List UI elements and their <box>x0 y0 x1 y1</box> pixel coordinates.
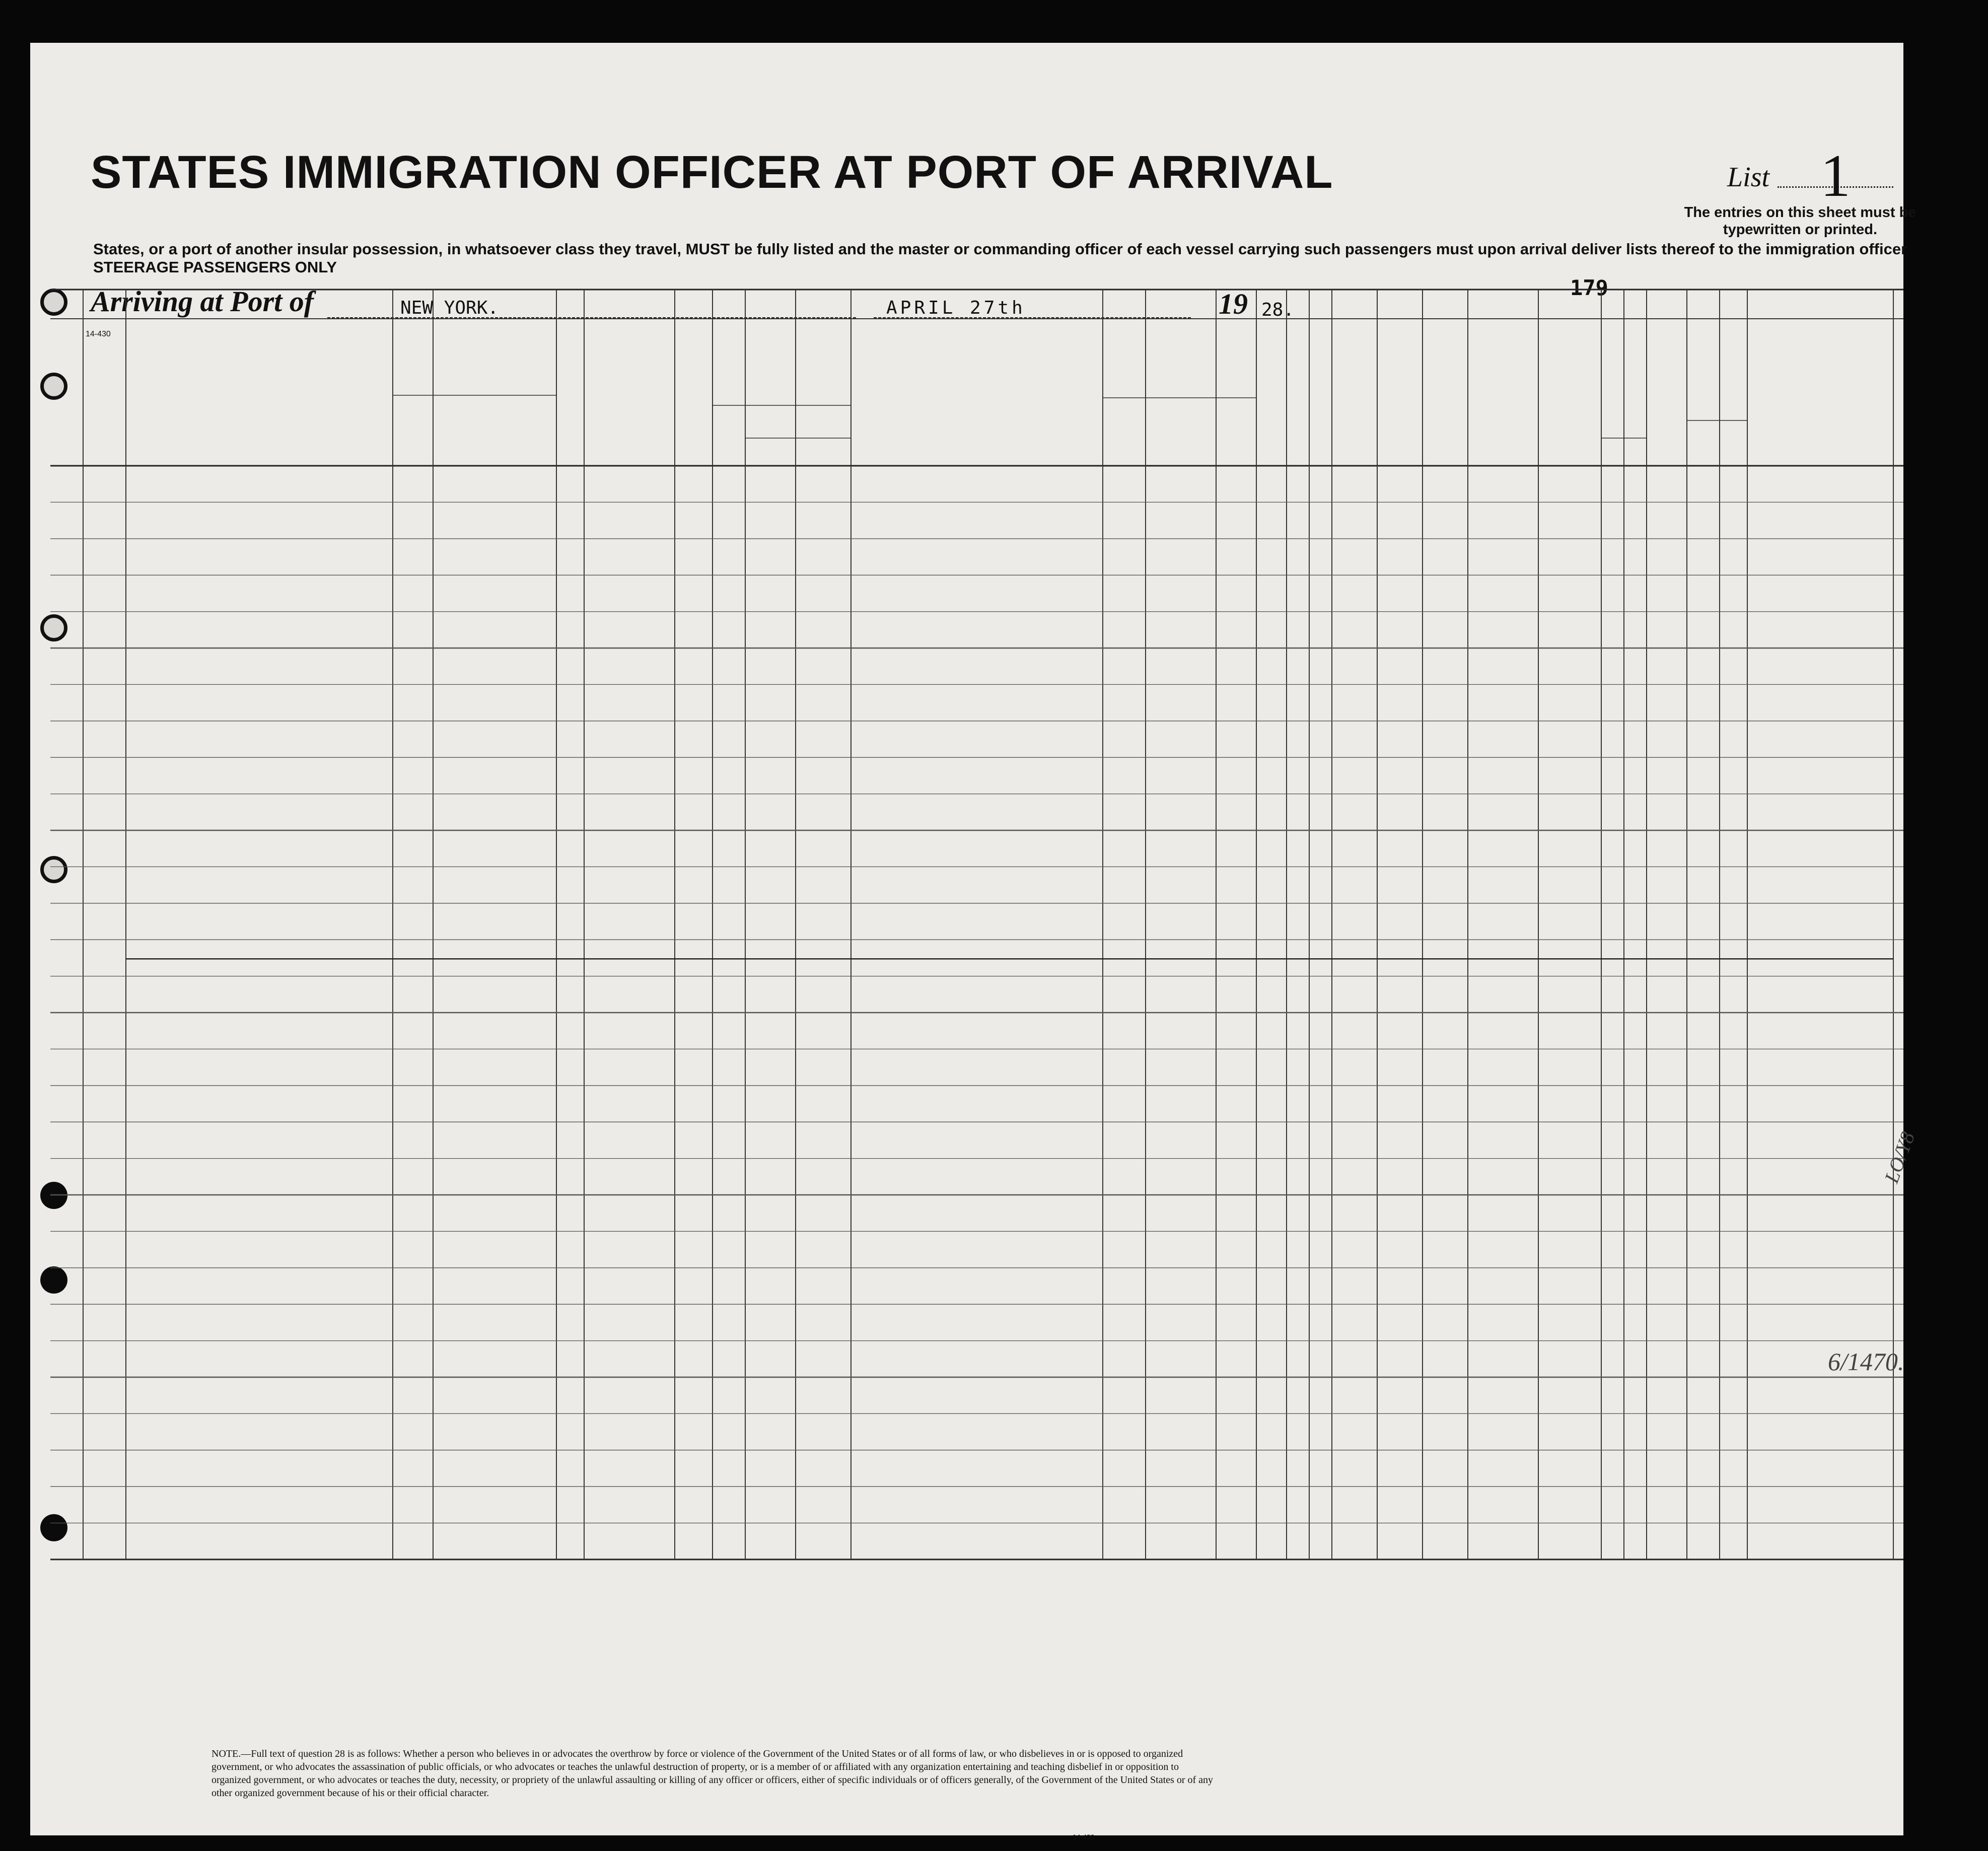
col-header-anarchist <box>1314 373 1327 463</box>
col-header-offer <box>1385 373 1415 463</box>
year-suffix: 28. <box>1261 300 1295 320</box>
col-header-deported <box>1435 373 1455 463</box>
col-header-prison <box>1260 383 1283 463</box>
col-header-inches <box>1629 443 1642 463</box>
arriving-label: Arriving at Port of <box>91 285 314 318</box>
list-number: 1 <box>1820 142 1851 209</box>
steerage-label: STEERAGE PASSENGERS ONLY <box>93 258 337 276</box>
page-stamp: 179 <box>1570 275 1608 300</box>
port-value: NEW YORK. <box>400 298 499 318</box>
col-header-ticket <box>564 332 579 463</box>
col-header-purpose-return <box>1113 403 1138 463</box>
year-prefix: 19 <box>1219 288 1248 320</box>
entries-note: The entries on this sheet must be typewritten or printed. <box>1684 204 1916 238</box>
handwritten-note: LO/Y8 <box>1880 1128 1920 1186</box>
page-title: STATES IMMIGRATION OFFICER AT PORT OF ARRIVAL <box>91 147 1333 198</box>
footnote: NOTE.—Full text of question 28 is as follows: Whether a person who believes in or advocates the overthrow by force or violence of the Government of the United States or of all forms of law, or who disbelieves in or is opposed to organized government, or who advocates the assassination of public officials, or who advocates or teaches the unlawful destruction of property, or is a member of or affiliated with any organization entertaining and teaching disbelief in or opposition to organized government, or who advocates or teaches the duty, necessity, or propriety of the unlawful assaulting or killing of any officer or officers, either of specific individuals or of officers generally, of the Government of the United States or of any other organized government because of his or their official character. <box>211 1748 1214 1799</box>
footnote-form-number: 14-430 <box>1073 1833 1095 1841</box>
col-header-feet <box>1606 443 1619 463</box>
col-header-purpose-length <box>1173 403 1188 463</box>
form-number: 14-430 <box>86 330 111 338</box>
handwritten-note: 6/1470. <box>1828 1347 1904 1376</box>
col-header-money <box>684 332 702 463</box>
notice-text: States, or a port of another insular possession, in whatsoever class they travel, MUST be fully listed and the master or commanding officer of each vessel carrying such passengers must upon arrival deliver lists thereof to the immigration officer <box>93 240 1907 258</box>
col-header-polygamist <box>1292 373 1305 463</box>
table-grid <box>30 43 1903 1835</box>
col-header-purpose-citizen <box>1226 403 1246 463</box>
manifest-sheet <box>30 43 1920 1841</box>
list-label: List <box>1727 162 1770 193</box>
arrival-date: APRIL 27th <box>886 298 1026 318</box>
col-header-overthrow <box>1337 373 1372 463</box>
